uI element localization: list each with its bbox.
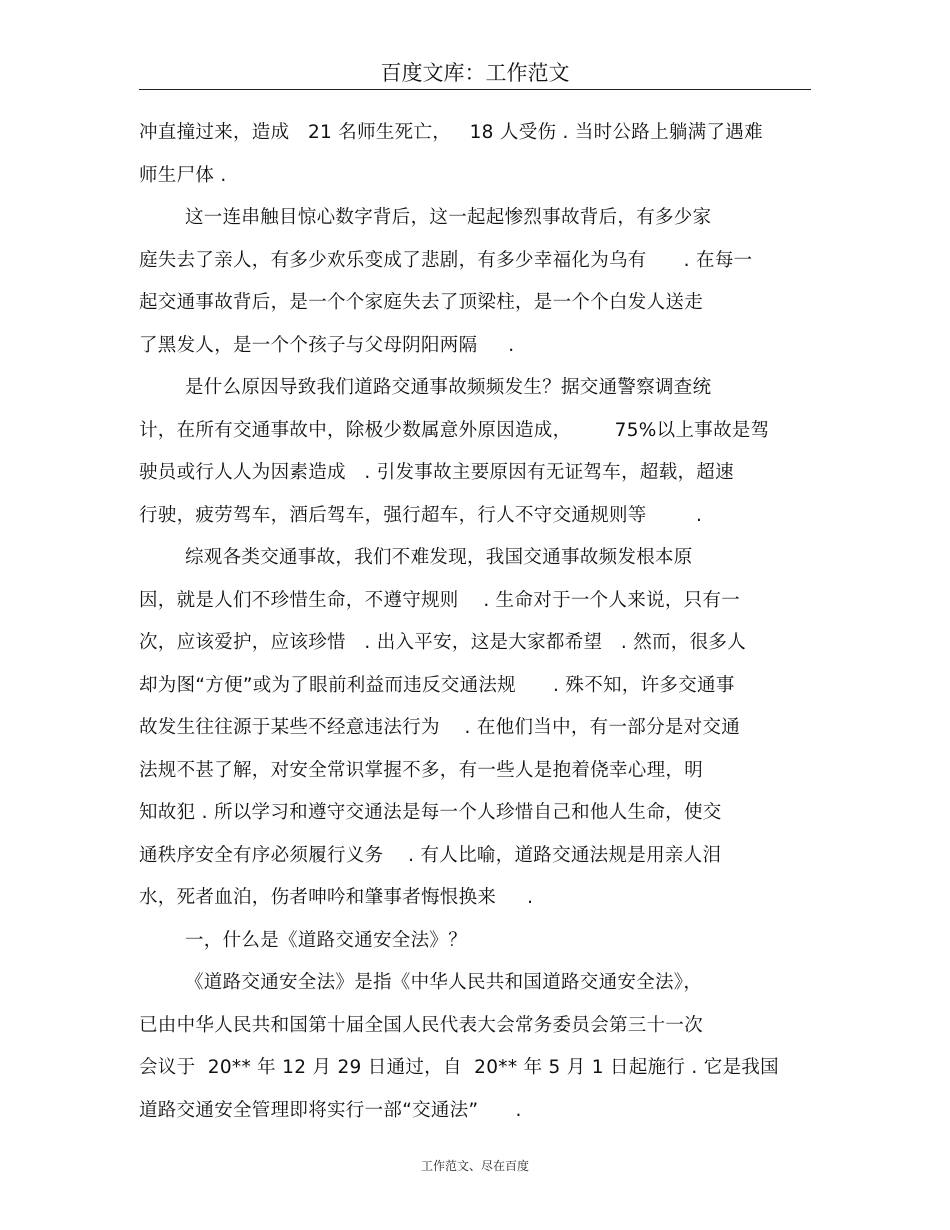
text-line: 师生尸体 .: [139, 164, 227, 186]
page-header-title: 百度文库：工作范文: [380, 61, 570, 85]
text-line: 了黑发人，是一个个孩子与父母阴阳两隔 .: [139, 334, 515, 356]
text-line: 道路交通安全管理即将实行一部“交通法” .: [139, 1099, 522, 1121]
text-line: 行驶，疲劳驾车，酒后驾车，强行超车，行人不守交通规则等 .: [139, 504, 703, 526]
header-divider: [139, 89, 811, 90]
text-line: 却为图“方便”或为了眼前利益而违反交通法规 . 殊不知，许多交通事: [139, 674, 735, 696]
document-body: [139, 112, 819, 1132]
text-line: 次，应该爱护，应该珍惜 . 出入平安，这是大家都希望 . 然而，很多人: [139, 632, 747, 653]
text-line: 法规不甚了解，对安全常识掌握不多，有一些人是抱着侥幸心理，明: [139, 759, 704, 781]
text-line: 一，什么是《道路交通安全法》？: [185, 929, 468, 951]
text-line: 通秩序安全有序必须履行义务 . 有人比喻，道路交通法规是用亲人泪: [139, 844, 722, 866]
text-line: 因，就是人们不珍惜生命，不遵守规则 . 生命对于一个人来说，只有一: [139, 589, 741, 611]
text-line: 驶员或行人人为因素造成 . 引发事故主要原因有无证驾车，超载，超速: [139, 462, 734, 483]
text-line: 《道路交通安全法》是指《中华人民共和国道路交通安全法》，: [185, 972, 703, 993]
text-line: 水，死者血泊，伤者呻吟和肇事者悔恨换来 .: [139, 887, 534, 908]
text-line: 冲直撞过来，造成 21 名师生死亡， 18 人受伤 . 当时公路上躺满了遇难: [139, 122, 763, 143]
text-line: 庭失去了亲人，有多少欢乐变成了悲剧，有多少幸福化为乌有 . 在每一: [139, 249, 753, 271]
text-line: 已由中华人民共和国第十届全国人民代表大会常务委员会第三十一次: [139, 1014, 704, 1036]
text-line: 计，在所有交通事故中，除极少数属意外原因造成， 75%以上事故是驾: [139, 419, 770, 441]
page-footer: 工作范文、尽在百度: [420, 1159, 529, 1173]
text-line: 知故犯 . 所以学习和遵守交通法是每一个人珍惜自己和他人生命，使交: [139, 802, 722, 823]
text-line: 综观各类交通事故，我们不难发现，我国交通事故频发根本原: [185, 547, 693, 568]
text-line: 这一连串触目惊心数字背后，这一起起惨烈事故背后，有多少家: [185, 207, 712, 228]
text-line: 起交通事故背后，是一个个家庭失去了顶梁柱，是一个个白发人送走: [139, 292, 704, 313]
text-line: 会议于 20** 年 12 月 29 日通过，自 20** 年 5 月 1 日起施行 . 它是我国: [139, 1057, 779, 1078]
text-line: 是什么原因导致我们道路交通事故频频发生？据交通警察调查统: [185, 377, 712, 398]
text-line: 故发生往往源于某些不经意违法行为 . 在他们当中，有一部分是对交通: [139, 717, 741, 738]
